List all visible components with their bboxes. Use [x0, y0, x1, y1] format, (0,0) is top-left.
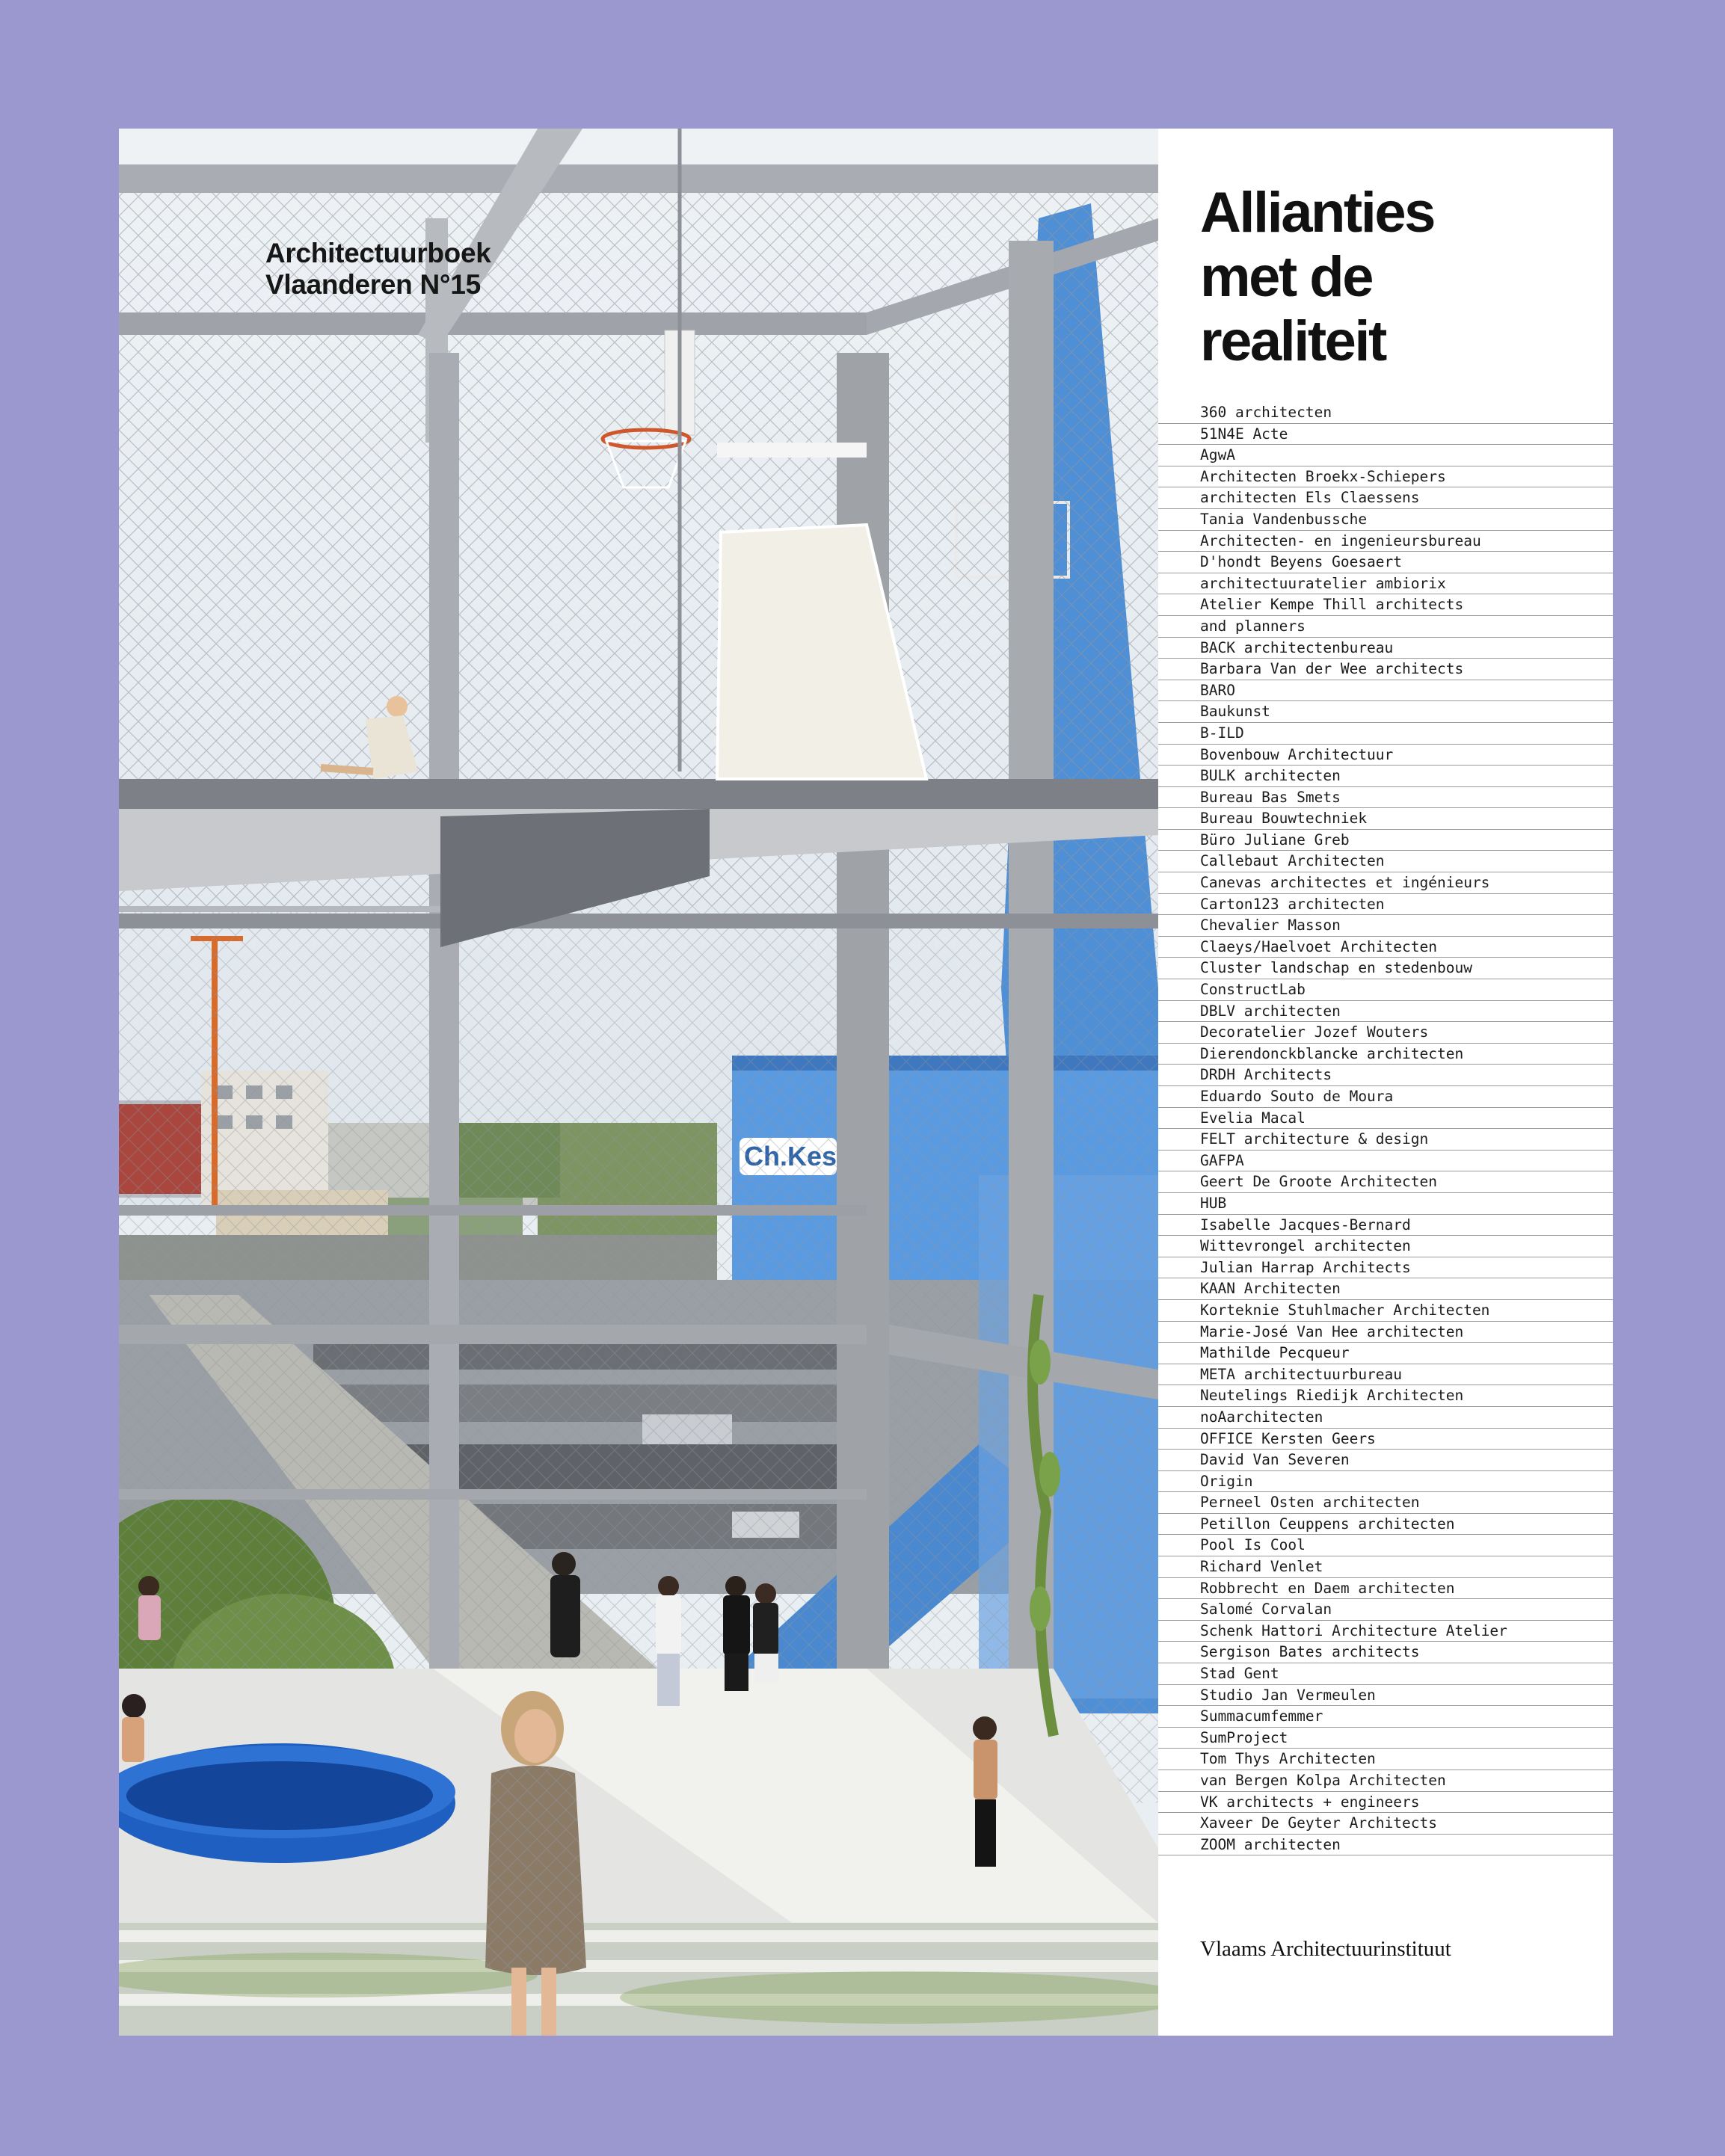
- architect-list-item: D'hondt Beyens Goesaert: [1158, 552, 1613, 573]
- architect-list-item: Architecten- en ingenieursbureau: [1158, 531, 1613, 552]
- series-line-1: Architectuurboek: [265, 238, 491, 268]
- architects-list: [1158, 402, 1613, 1855]
- architect-list-item: BACK architectenbureau: [1158, 638, 1613, 659]
- architect-list-item: META architectuurbureau: [1158, 1364, 1613, 1386]
- architect-list-item: VK architects + engineers: [1158, 1792, 1613, 1814]
- architect-list-item: Neutelings Riedijk Architecten: [1158, 1385, 1613, 1407]
- architect-list-item: ConstructLab: [1158, 979, 1613, 1001]
- architect-list-item: KAAN Architecten: [1158, 1278, 1613, 1300]
- title-line-1: Allianties: [1200, 181, 1434, 244]
- architect-list-item: Architecten Broekx-Schiepers: [1158, 466, 1613, 488]
- title-panel: [1158, 129, 1613, 2036]
- architect-list-item: architecten Els Claessens: [1158, 487, 1613, 509]
- architect-list-item: SumProject: [1158, 1728, 1613, 1749]
- architect-list-item: HUB: [1158, 1193, 1613, 1215]
- architect-list-item: Tom Thys Architecten: [1158, 1749, 1613, 1770]
- architect-list-item: van Bergen Kolpa Architecten: [1158, 1770, 1613, 1792]
- architect-list-item: Wittevrongel architecten: [1158, 1236, 1613, 1257]
- architect-list-item: and planners: [1158, 616, 1613, 638]
- architect-list-item: Bovenbouw Architectuur: [1158, 745, 1613, 766]
- series-title: [265, 238, 491, 301]
- architect-list-item: Marie-José Van Hee architecten: [1158, 1322, 1613, 1343]
- cover-photo: [119, 129, 1158, 2036]
- architect-list-item: Mathilde Pecqueur: [1158, 1343, 1613, 1364]
- architect-list-item: Eduardo Souto de Moura: [1158, 1086, 1613, 1108]
- architect-list-item: architectuuratelier ambiorix: [1158, 573, 1613, 595]
- architect-list-item: Baukunst: [1158, 701, 1613, 723]
- architect-list-item: Bureau Bas Smets: [1158, 787, 1613, 809]
- architect-list-item: Carton123 architecten: [1158, 894, 1613, 916]
- architect-list-item: Geert De Groote Architecten: [1158, 1171, 1613, 1193]
- architect-list-item: Canevas architectes et ingénieurs: [1158, 872, 1613, 894]
- architect-list-item: DBLV architecten: [1158, 1001, 1613, 1023]
- book-cover: [119, 129, 1613, 2036]
- architect-list-item: Salomé Corvalan: [1158, 1599, 1613, 1621]
- architect-list-item: Perneel Osten architecten: [1158, 1492, 1613, 1514]
- architect-list-item: Korteknie Stuhlmacher Architecten: [1158, 1300, 1613, 1322]
- architect-list-item: BULK architecten: [1158, 766, 1613, 787]
- architect-list-item: Petillon Ceuppens architecten: [1158, 1514, 1613, 1536]
- architect-list-item: FELT architecture & design: [1158, 1129, 1613, 1151]
- architect-list-item: Evelia Macal: [1158, 1108, 1613, 1130]
- architect-list-item: Callebaut Architecten: [1158, 851, 1613, 872]
- architect-list-item: Julian Harrap Architects: [1158, 1257, 1613, 1279]
- architect-list-item: Summacumfemmer: [1158, 1706, 1613, 1728]
- book-title: [1200, 181, 1434, 374]
- architect-list-item: GAFPA: [1158, 1151, 1613, 1172]
- photo-illustration: [119, 129, 1158, 2036]
- architect-list-item: Xaveer De Geyter Architects: [1158, 1813, 1613, 1835]
- architect-list-item: DRDH Architects: [1158, 1065, 1613, 1086]
- publisher: Vlaams Architectuurinstituut: [1200, 1937, 1451, 1961]
- architect-list-item: Büro Juliane Greb: [1158, 830, 1613, 851]
- architect-list-item: Richard Venlet: [1158, 1556, 1613, 1578]
- architect-list-item: B-ILD: [1158, 723, 1613, 745]
- architect-list-item: Cluster landschap en stedenbouw: [1158, 958, 1613, 979]
- architect-list-item: ZOOM architecten: [1158, 1835, 1613, 1856]
- architect-list-item: 51N4E Acte: [1158, 424, 1613, 446]
- architect-list-item: David Van Severen: [1158, 1450, 1613, 1471]
- architect-list-item: Atelier Kempe Thill architects: [1158, 594, 1613, 616]
- architect-list-item: AgwA: [1158, 445, 1613, 466]
- title-line-2: met de: [1200, 245, 1372, 309]
- architect-list-item: Robbrecht en Daem architecten: [1158, 1578, 1613, 1600]
- blue-pool: [119, 1743, 455, 1863]
- architect-list-item: Tania Vandenbussche: [1158, 509, 1613, 531]
- architect-list-item: Isabelle Jacques-Bernard: [1158, 1215, 1613, 1236]
- architect-list-item: Sergison Bates architects: [1158, 1642, 1613, 1663]
- title-line-3: realiteit: [1200, 309, 1386, 373]
- architect-list-item: 360 architecten: [1158, 402, 1613, 424]
- architect-list-item: OFFICE Kersten Geers: [1158, 1429, 1613, 1450]
- architect-list-item: Schenk Hattori Architecture Atelier: [1158, 1621, 1613, 1642]
- series-line-2: Vlaanderen N°15: [265, 269, 481, 300]
- architect-list-item: Barbara Van der Wee architects: [1158, 659, 1613, 680]
- architect-list-item: Decoratelier Jozef Wouters: [1158, 1022, 1613, 1044]
- architect-list-item: Studio Jan Vermeulen: [1158, 1685, 1613, 1707]
- architect-list-item: noAarchitecten: [1158, 1407, 1613, 1429]
- architect-list-item: Dierendonckblancke architecten: [1158, 1044, 1613, 1065]
- architect-list-item: Chevalier Masson: [1158, 915, 1613, 937]
- architect-list-item: Claeys/Haelvoet Architecten: [1158, 937, 1613, 958]
- architect-list-item: Pool Is Cool: [1158, 1535, 1613, 1556]
- architect-list-item: BARO: [1158, 680, 1613, 702]
- architect-list-item: Bureau Bouwtechniek: [1158, 808, 1613, 830]
- architect-list-item: Stad Gent: [1158, 1663, 1613, 1685]
- architect-list-item: Origin: [1158, 1471, 1613, 1493]
